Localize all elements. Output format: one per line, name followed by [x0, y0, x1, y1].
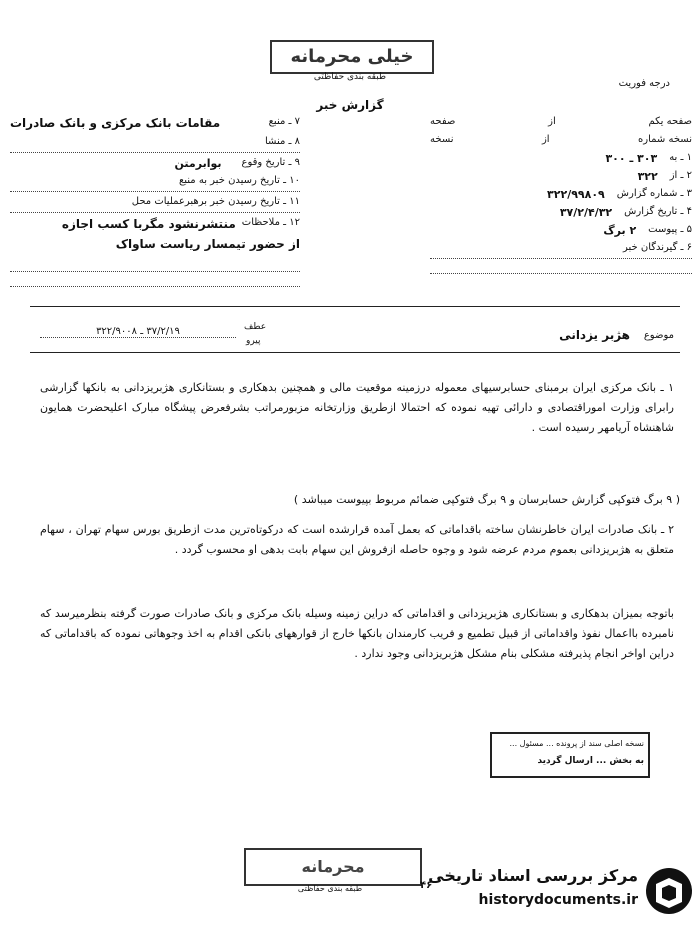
- subject-value: هژبر یزدانی: [559, 328, 630, 342]
- field-to: ۱ ـ به ۳۰۳ ـ ۳۰۰: [605, 152, 692, 165]
- field-report-number: ۳ ـ شماره گزارش ۳۲۲/۹۹۸۰۹: [547, 188, 692, 201]
- body-paragraph-1: ۱ ـ بانک مرکزی ایران برمبنای حسابرسیهای معموله درزمینه موقعیت مالی و همچنین بدهکاری و بستانکاری هژبریزدانی به بانکها گزارشی رابرای وزارت اموراقتصادی و دارائی تهیه نموده که احتمالا ازطریق وزارتخانه مزبورمراتب بشرفعرض پیشگاه مبارک اعلیحضرت همایون شاهنشاه آریامهر رسیده است .: [40, 381, 674, 434]
- field-remarks: ۱۲ ـ ملاحظات منتشرنشود مگربا کسب اجازه: [61, 217, 300, 231]
- right-fields: [430, 116, 692, 274]
- classification-label: طبقه بندی حفاظتی: [313, 72, 387, 82]
- reference-sub-label: پیرو: [246, 336, 261, 346]
- field-date-to-source: ۱۰ ـ تاریخ رسیدن خبر به منبع: [10, 175, 300, 192]
- field-occurrence-date: ۹ ـ تاریخ وقوع بوابرمتن: [174, 157, 300, 170]
- field-from: ۲ ـ از ۳۲۲: [637, 170, 692, 183]
- divider: [30, 352, 680, 353]
- blank-line: [10, 272, 300, 287]
- body-attachment-note: ( ۹ برگ فتوکپی گزارش حسابرسان و ۹ برگ فتوکپی ضمائم مربوط بپیوست میباشد ): [293, 493, 680, 506]
- body-paragraph-2: ۲ ـ بانک صادرات ایران خاطرنشان ساخته باقداماتی که بعمل آمده قرارشده است که درکوتاه‌ترین مدت ازطریق بورس سهام تهران ، سهام متعلق به هژبریزدانی بعموم مردم عرضه شود و وجوه حاصله ازفروش این سهام بابت بدهی او محسوب گردد .: [40, 523, 674, 556]
- field-source: ۷ ـ منبع مقامات بانک مرکزی و بانک صادرات: [10, 116, 300, 130]
- divider: [30, 306, 680, 307]
- field-report-date: ۴ ـ تاریخ گزارش ۳۷/۲/۴/۳۲: [559, 206, 692, 219]
- watermark: [426, 862, 696, 920]
- field-date-to-ops: ۱۱ ـ تاریخ رسیدن خبر برهبرعملیات محل: [10, 196, 300, 213]
- subject-label: موضوع: [643, 330, 674, 341]
- footer-classification-label: طبقه بندی حفاظتی: [297, 884, 363, 893]
- field-origin: ۸ ـ منشا: [10, 136, 300, 153]
- blank-line: [10, 257, 300, 272]
- watermark-fa: مرکز بررسی اسناد تاریخی: [428, 866, 638, 885]
- page-number: ۴۶: [420, 880, 433, 891]
- blank-line: [430, 259, 692, 274]
- field-copy: نسخه شماره از نسخه: [430, 134, 692, 145]
- routing-stamp: نسخه اصلی سند از پرونده ... مسئول ... به بخش ... ارسال گردید: [490, 732, 650, 778]
- reference-value: ۳۷/۲/۱۹ ـ ۳۲۲/۹۰۰۸: [40, 326, 236, 338]
- report-title: گزارش خبر: [316, 98, 384, 112]
- archive-logo-icon: [644, 866, 694, 916]
- classification-stamp: خیلی محرمانه: [270, 40, 434, 74]
- body-paragraph-3: باتوجه بمیزان بدهکاری و بستانکاری هژبریزدانی و اقداماتی که دراین زمینه وسیله بانک مرکزی و بانک صادرات صورت گرفته بنظرمیرسد که نامبرده بااعمال نفوذ واقداماتی از قبیل تطمیع و فریب کارمندان بانکها خارج از قوارههای بانکی اقدام به اخذ وجوهاتی نموده که باقداماتی که دراین اواخر انجام پذیرفته مشکلی بنام مشکل هژبریزدانی وجود ندارد .: [40, 607, 674, 660]
- field-remarks-cont: از حضور تیمسار ریاست ساواک: [115, 237, 300, 251]
- field-recipients: ۶ ـ گیرندگان خبر: [430, 242, 692, 259]
- field-attachment: ۵ ـ پیوست ۲ برگ: [603, 224, 692, 237]
- priority-label: درجه فوریت: [618, 78, 670, 89]
- left-fields: [10, 116, 300, 287]
- footer-classification-stamp: محرمانه: [244, 848, 422, 886]
- field-page: صفحه یکم از صفحه: [430, 116, 692, 127]
- reference-label: عطف: [244, 322, 267, 332]
- watermark-en: historydocuments.ir: [478, 892, 638, 908]
